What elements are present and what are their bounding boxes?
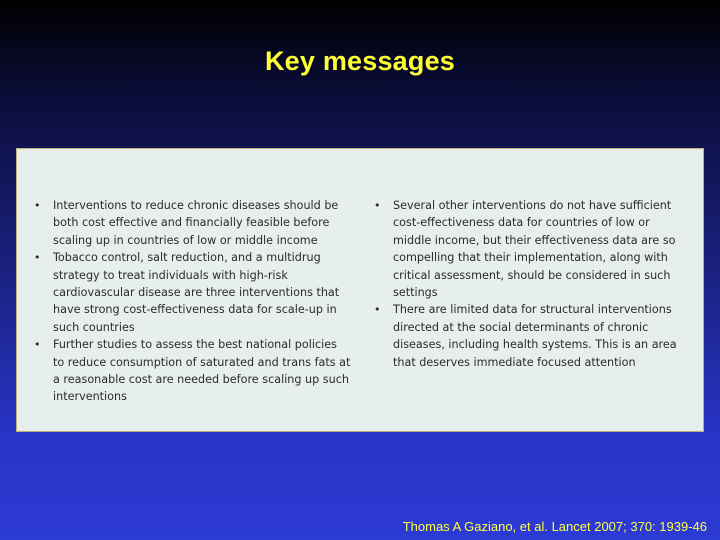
message-item xyxy=(33,249,351,336)
message-text: Further studies to assess the best national policies to reduce consumption of saturated and trans fats at a reasonable cost are needed before scaling up such interventions xyxy=(53,338,351,404)
bullet-icon: • xyxy=(34,251,41,265)
message-text: Tobacco control, salt reduction, and a multidrug strategy to treat individuals with high-risk cardiovascular disease are three interventions that have strong cost-effectiveness data for scale-up in such countries xyxy=(53,251,340,334)
bullet-icon: • xyxy=(34,199,41,212)
message-item xyxy=(373,197,683,301)
bullet-icon: • xyxy=(374,199,381,212)
bullet-icon: • xyxy=(34,338,41,352)
message-item xyxy=(373,301,683,371)
message-item xyxy=(33,336,351,406)
message-text: Several other interventions do not have sufficient cost-effectiveness data for countries of low or middle income, but their effectiveness data are so compelling that their implementation, along with critical assessment, should be considered in such settings xyxy=(393,199,676,300)
citation: Thomas A Gaziano, et al. Lancet 2007; 370: 1939-46 xyxy=(402,519,707,534)
slide-title: Key messages xyxy=(264,46,456,76)
message-item xyxy=(33,197,351,249)
message-text: Interventions to reduce chronic diseases should be both cost effective and financially feasible before scaling up in countries of low or middle income xyxy=(53,199,339,247)
key-messages-panel xyxy=(16,148,704,432)
bullet-icon: • xyxy=(374,303,381,317)
message-text: There are limited data for structural interventions directed at the social determinants of chronic diseases, including health systems. This is an area that deserves immediate focused attention xyxy=(393,303,677,369)
right-message-column xyxy=(373,197,683,371)
left-message-column xyxy=(33,197,351,406)
